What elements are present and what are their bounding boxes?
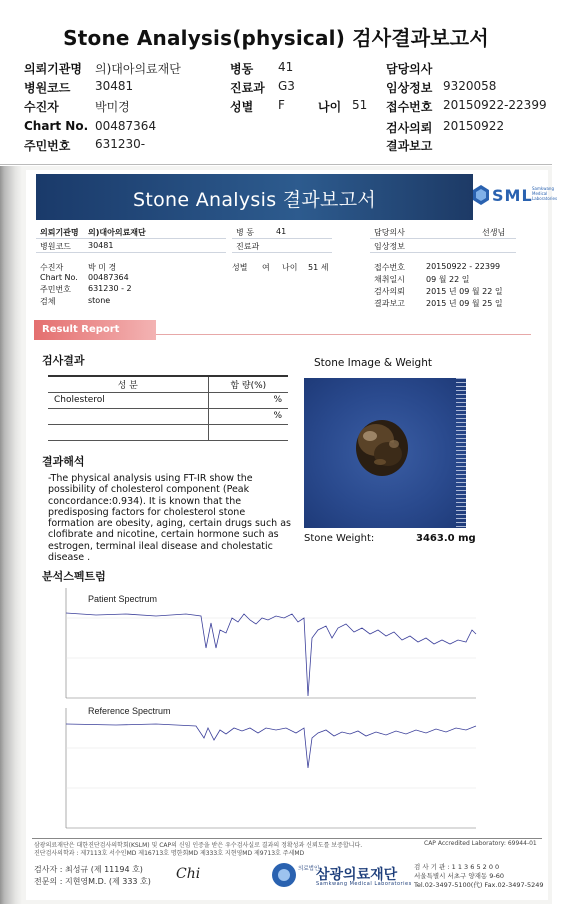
table-header-row xyxy=(48,376,288,392)
info-code-label: 병원코드 xyxy=(40,242,71,251)
field-label-clinical: 임상정보 xyxy=(386,81,433,95)
table-cell-unit: % xyxy=(208,392,288,408)
info-code-value: 30481 xyxy=(88,241,114,250)
info-org-value: 의)대아의료재단 xyxy=(88,228,146,237)
table-cell-component xyxy=(48,424,208,440)
stone-image-title: Stone Image & Weight xyxy=(314,357,432,369)
table-header-component: 성 분 xyxy=(48,376,208,392)
field-label-doctor: 담당의사 xyxy=(386,62,433,76)
report-banner xyxy=(36,174,473,220)
footnote-doctors: 진단검사의학과 : 제7113호 서수인MD 제16713호 명한회MD 제333호 지현영MD 제9713호 주세MD xyxy=(34,850,305,857)
field-value-dept: G3 xyxy=(278,79,295,93)
report-header xyxy=(0,0,552,165)
table-cell-component: Cholesterol xyxy=(48,392,208,408)
address-line-1: 검 사 기 관 : 1 1 3 6 5 2 0 0 xyxy=(414,863,500,871)
result-report-underline xyxy=(156,334,531,335)
field-label-code: 병원코드 xyxy=(24,81,71,95)
field-value-age: 51 xyxy=(352,98,368,112)
stone-image xyxy=(304,378,466,528)
sml-logo-icon xyxy=(472,184,490,206)
signer-physician: 전문의 : 지현영M.D. (제 333 호) xyxy=(34,877,151,886)
table-cell-unit: % xyxy=(208,408,288,424)
field-label-resident-id: 주민번호 xyxy=(24,139,71,153)
brand-subtitle: Samkwang Medical Laboratories xyxy=(316,881,412,887)
info-clinical-label: 임상정보 xyxy=(374,242,405,251)
field-label-ward: 병동 xyxy=(230,62,254,76)
field-value-resident-id: 631230- xyxy=(95,137,146,151)
photo-ruler xyxy=(456,378,466,528)
field-label-patient: 수진자 xyxy=(24,100,59,114)
footnote-accreditation: 삼광의료재단은 대한진단검사의학회(KSLM) 및 CAP의 신임 인증을 받은 우수검사실로 결과의 정확성과 신뢰도를 보증합니다. xyxy=(34,842,363,849)
signature: Chi xyxy=(176,866,201,882)
table-row xyxy=(48,408,288,424)
results-table xyxy=(48,375,288,441)
info-receipt-value: 20150922 - 22399 xyxy=(426,262,501,271)
stone-weight-value: 3463.0 mg xyxy=(416,533,476,544)
info-collect-label: 채취일시 xyxy=(374,275,405,284)
info-request-value: 2015 년 09 월 22 일 xyxy=(426,287,503,296)
field-label-receipt: 접수번호 xyxy=(386,100,433,114)
patient-spectrum-line xyxy=(66,613,476,696)
info-age-label: 나이 xyxy=(282,263,298,272)
info-org-label: 의뢰기관명 xyxy=(40,228,79,237)
info-collect-value: 09 월 22 일 xyxy=(426,275,470,284)
reference-spectrum-plot xyxy=(66,706,476,828)
page-title: Stone Analysis(physical) 검사결과보고서 xyxy=(63,26,489,50)
field-label-org: 의뢰기관명 xyxy=(24,62,82,76)
field-value-patient: 박미경 xyxy=(95,100,130,114)
banner-title: Stone Analysis 결과보고서 xyxy=(133,189,376,211)
table-row xyxy=(48,424,288,440)
table-cell-unit xyxy=(208,424,288,440)
brand-name: 삼광의료재단 xyxy=(316,867,398,883)
field-value-clinical: 9320058 xyxy=(443,79,497,93)
field-label-chart: Chart No. xyxy=(24,119,89,133)
info-doctor-value: 선생님 xyxy=(482,228,506,237)
info-report-label: 결과보고 xyxy=(374,299,405,308)
info-specimen-label: 검체 xyxy=(40,297,56,306)
info-doctor-label: 담당의사 xyxy=(374,228,405,237)
interpretation-text: -The physical analysis using FT-IR show the possibility of cholesterol component (Peak concordance:0.934). It is known that the predisposing factors for cholesterol stone formation are obesity, aging, certain drugs such as clofibrate and nicotine, certain hormone such as estrogen, terminal ileal disease and cholestatic disease . xyxy=(48,473,291,564)
patient-spectrum-plot xyxy=(66,588,476,698)
address-line-2: 서울특별시 서초구 양재동 9-60 xyxy=(414,872,505,880)
spectrum-plots xyxy=(36,578,526,838)
info-specimen-value: stone xyxy=(88,296,111,305)
footer-divider xyxy=(32,838,542,839)
header-divider xyxy=(0,164,552,165)
section-title-spectrum: 분석스펙트럼 xyxy=(42,570,106,583)
field-label-dept: 진료과 xyxy=(230,81,265,95)
stone-photo xyxy=(304,378,466,528)
reference-spectrum-line xyxy=(66,724,476,768)
section-title-results: 검사결과 xyxy=(42,354,85,367)
cap-label: CAP Accredited Laboratory: 69944-01 xyxy=(424,840,537,847)
field-label-sex: 성별 xyxy=(230,100,254,114)
info-dept-label: 진료과 xyxy=(236,242,260,251)
signer-technician: 검사자 : 최성규 (제 11194 호) xyxy=(34,865,143,874)
field-value-ward: 41 xyxy=(278,60,294,74)
field-label-request: 검사의뢰 xyxy=(386,121,433,135)
info-receipt-label: 접수번호 xyxy=(374,263,405,272)
brand-prefix: 의료법인 xyxy=(298,866,320,872)
reference-spectrum-label: Reference Spectrum xyxy=(88,706,171,716)
table-row xyxy=(48,392,288,408)
sml-logo xyxy=(472,182,558,212)
field-value-receipt: 20150922-22399 xyxy=(443,98,547,112)
field-value-chart: 00487364 xyxy=(95,119,157,133)
info-chart-label: Chart No. xyxy=(40,273,78,282)
table-cell-component xyxy=(48,408,208,424)
info-id-value: 631230 - 2 xyxy=(88,284,132,293)
field-label-report: 결과보고 xyxy=(386,139,433,153)
stone-weight-label: Stone Weight: xyxy=(304,533,375,544)
info-report-value: 2015 년 09 월 25 일 xyxy=(426,299,503,308)
field-value-sex: F xyxy=(278,98,285,112)
info-request-label: 검사의뢰 xyxy=(374,287,405,296)
info-sex-label: 성별 xyxy=(232,263,248,272)
info-age-value: 51 세 xyxy=(308,263,329,272)
table-header-content: 함 량(%) xyxy=(208,376,288,392)
field-value-code: 30481 xyxy=(95,79,134,93)
info-patient-value: 박 미 경 xyxy=(88,263,117,272)
scan-edge-shadow xyxy=(0,166,22,904)
samkwang-logo-icon xyxy=(271,862,297,888)
info-id-label: 주민번호 xyxy=(40,285,71,294)
address-line-3: Tel.02-3497-5100(代) Fax.02-3497-5249 xyxy=(414,881,544,889)
info-ward-label: 병 동 xyxy=(236,228,254,237)
sml-logo-subtext: Samkwang Medical Laboratories xyxy=(532,186,558,201)
info-sex-value: 여 xyxy=(262,263,270,272)
info-ward-value: 41 xyxy=(276,227,287,236)
sml-logo-text: SML xyxy=(492,186,533,205)
info-patient-label: 수진자 xyxy=(40,263,64,272)
scanned-report-page xyxy=(26,170,558,900)
patient-spectrum-label: Patient Spectrum xyxy=(88,594,158,604)
result-report-label: Result Report xyxy=(42,324,120,335)
field-label-age: 나이 xyxy=(318,100,342,114)
field-value-request: 20150922 xyxy=(443,119,505,133)
field-value-org: 의)대아의료재단 xyxy=(95,62,181,76)
info-chart-value: 00487364 xyxy=(88,273,129,282)
section-title-interpretation: 결과해석 xyxy=(42,455,85,468)
result-report-bar xyxy=(34,320,156,340)
